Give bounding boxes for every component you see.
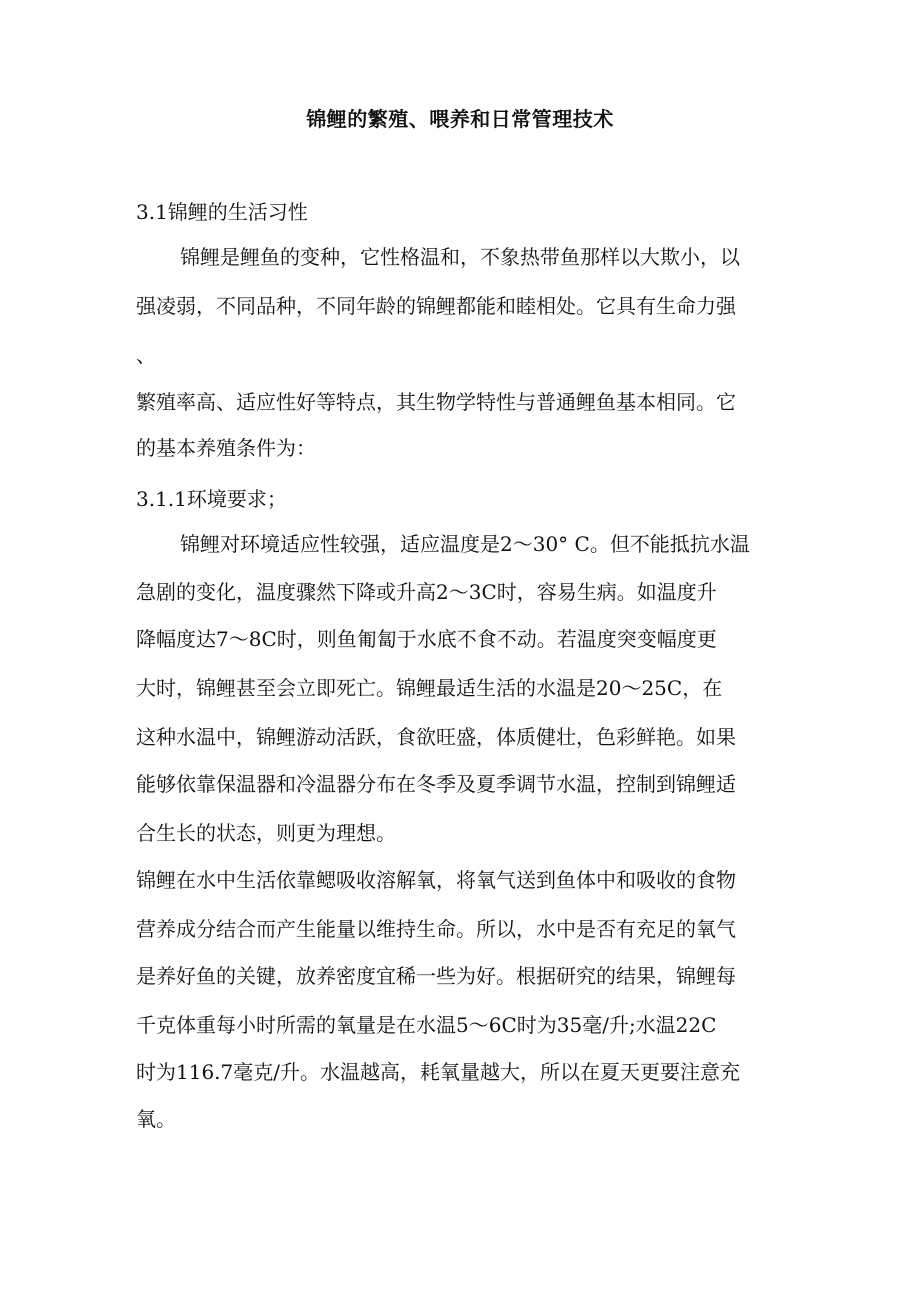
paragraph-line: 这种水温中，锦鲤游动活跃，食欲旺盛，体质健壮，色彩鲜艳。如果 [136, 725, 736, 749]
paragraph-line: 是养好鱼的关键，放养密度宜稀一些为好。根据研究的结果，锦鲤每 [136, 964, 736, 988]
section-heading-3-1: 3.1锦鲤的生活习性 [136, 200, 308, 224]
paragraph-line: 合生长的状态，则更为理想。 [136, 821, 396, 845]
paragraph-line: 锦鲤在水中生活依靠鳃吸收溶解氧，将氧气送到鱼体中和吸收的食物 [136, 868, 736, 892]
paragraph-line: 大时，锦鲤甚至会立即死亡。锦鲤最适生活的水温是20～25C，在 [136, 676, 723, 700]
paragraph-line: 锦鲤是鲤鱼的变种，它性格温和，不象热带鱼那样以大欺小，以 [180, 245, 740, 269]
paragraph-line: 的基本养殖条件为： [136, 436, 316, 460]
paragraph-line: 降幅度达7～8C时，则鱼匍匐于水底不食不动。若温度突变幅度更 [136, 627, 717, 651]
document-title: 锦鲤的繁殖、喂养和日常管理技术 [306, 107, 614, 131]
paragraph-line: 繁殖率高、适应性好等特点，其生物学特性与普通鲤鱼基本相同。它 [136, 390, 736, 414]
paragraph-line: 千克体重每小时所需的氧量是在水温5～6C时为35毫/升;水温22C [136, 1013, 717, 1037]
paragraph-line: 能够依靠保温器和冷温器分布在冬季及夏季调节水温，控制到锦鲤适 [136, 772, 736, 796]
paragraph-line: 急剧的变化，温度骤然下降或升高2～3C时，容易生病。如温度升 [136, 580, 717, 604]
paragraph-line: 氧。 [136, 1107, 176, 1131]
paragraph-line: 强凌弱，不同品种，不同年龄的锦鲤都能和睦相处。它具有生命力强 [136, 294, 736, 318]
paragraph-line: 营养成分结合而产生能量以维持生命。所以，水中是否有充足的氧气 [136, 917, 736, 941]
section-heading-3-1-1: 3.1.1环境要求； [136, 487, 287, 511]
paragraph-line: 时为116.7毫克/升。水温越高，耗氧量越大，所以在夏天更要注意充 [136, 1060, 740, 1084]
paragraph-line: 、 [136, 343, 156, 367]
paragraph-line: 锦鲤对环境适应性较强，适应温度是2～30° C。但不能抵抗水温 [180, 532, 750, 556]
